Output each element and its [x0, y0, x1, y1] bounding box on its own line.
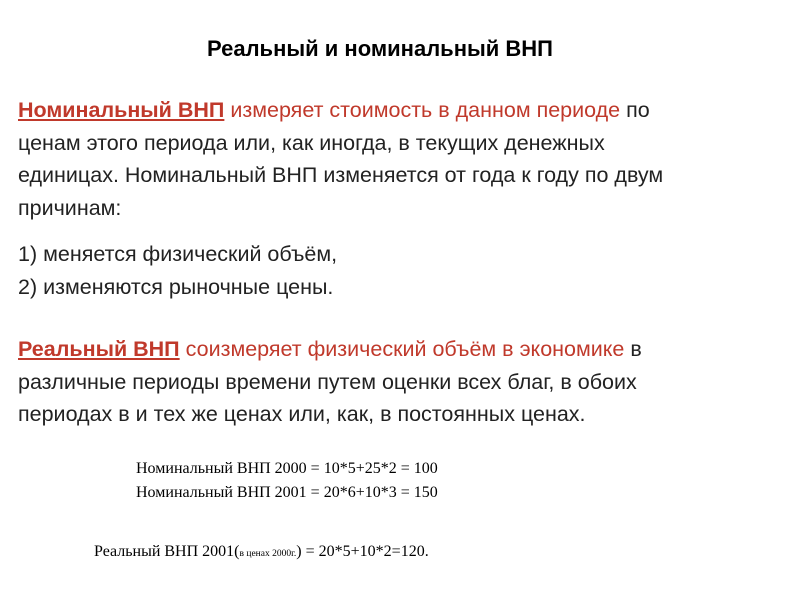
nominal-gnp-paragraph	[18, 94, 788, 224]
nominal-line-4: причинам:	[18, 195, 122, 220]
nominal-line-1	[18, 94, 788, 127]
real-gnp-paragraph	[18, 333, 788, 431]
slide-title: Реальный и номинальный ВНП	[206, 36, 553, 61]
nominal-line-1-rest: по	[626, 98, 650, 122]
nominal-gnp-definition: измеряет стоимость в данном периоде	[230, 98, 621, 122]
reason-item: 2) изменяются рыночные цены.	[18, 274, 334, 299]
real-formula-prefix: Реальный ВНП 2001(	[94, 543, 240, 560]
real-2001-formula	[94, 540, 429, 566]
nominal-line-3: единицах. Номинальный ВНП изменяется от года к году по двум	[18, 163, 664, 187]
nominal-gnp-term: Номинальный ВНП	[18, 98, 225, 122]
reasons-list	[18, 238, 788, 303]
real-line-3: периодах в и тех же ценах или, как, в постоянных ценах.	[18, 402, 586, 426]
real-line-2: различные периоды времени путем оценки всех благ, в обоих	[18, 369, 637, 394]
nominal-2000-formula: Номинальный ВНП 2000 = 10*5+25*2 = 100	[136, 460, 438, 477]
reason-item: 1) меняется физический объём,	[18, 242, 338, 266]
real-gnp-term: Реальный ВНП	[18, 337, 180, 361]
real-formula-subscript: в ценах 2000г.	[239, 549, 297, 559]
real-line-1	[18, 333, 788, 366]
real-formula-suffix: ) = 20*5+10*2=120.	[296, 543, 429, 560]
nominal-line-2: ценам этого периода или, как иногда, в текущих денежных	[18, 130, 605, 155]
nominal-2001-formula: Номинальный ВНП 2001 = 20*6+10*3 = 150	[136, 484, 438, 501]
real-gnp-definition: соизмеряет физический объём в экономике	[185, 337, 625, 361]
real-line-1-rest: в	[630, 337, 642, 361]
